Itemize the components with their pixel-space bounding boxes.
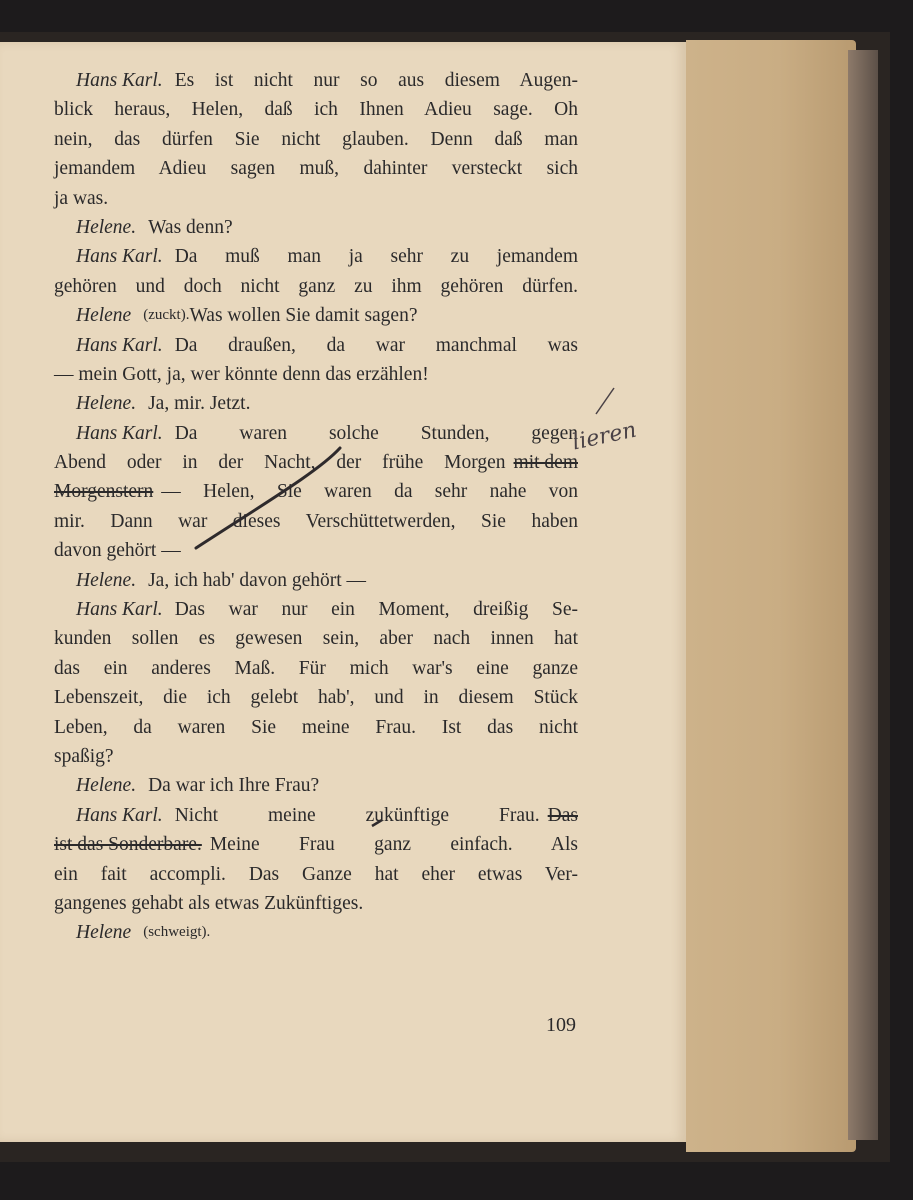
struck-text: Das	[547, 804, 578, 826]
text-line	[54, 683, 578, 712]
stage-direction: (schweigt).	[143, 924, 211, 941]
speaker-name: Hans Karl.	[76, 422, 163, 444]
text-line	[54, 419, 578, 448]
struck-text: Morgenstern	[54, 481, 154, 503]
text-line	[54, 477, 578, 506]
line-text: blick heraus, Helen, daß ich Ihnen Adieu sage. Oh	[54, 99, 578, 121]
text-line	[54, 389, 578, 418]
text-line	[54, 360, 578, 389]
text-line	[54, 771, 578, 800]
text-line	[54, 801, 578, 830]
line-text: Das war nur ein Moment, dreißig Se-	[174, 599, 578, 621]
text-line	[54, 566, 578, 595]
line-text: nein, das dürfen Sie nicht glauben. Denn daß man	[54, 128, 578, 150]
line-text: jemandem Adieu sagen muß, dahinter versteckt sich	[54, 158, 578, 180]
text-line	[54, 654, 578, 683]
text-line	[54, 184, 578, 213]
line-text: — Helen, Sie waren da sehr nahe von	[161, 481, 578, 503]
line-text: Lebenszeit, die ich gelebt hab', und in diesem Stück	[54, 687, 578, 709]
text-line	[54, 918, 578, 947]
text-line	[54, 125, 578, 154]
text-line	[54, 507, 578, 536]
speaker-name: Hans Karl.	[76, 246, 163, 268]
text-line	[54, 536, 578, 565]
text-line	[54, 95, 578, 124]
line-text: kunden sollen es gewesen sein, aber nach innen hat	[54, 628, 578, 650]
text-line	[54, 860, 578, 889]
speaker-name: Hans Karl.	[76, 334, 163, 356]
line-text: Was denn?	[148, 216, 233, 238]
text-line	[54, 154, 578, 183]
line-text: Nicht meine zukünftige Frau.	[174, 804, 540, 826]
struck-text: ist das Sonderbare.	[54, 834, 202, 856]
text-line	[54, 301, 578, 330]
text-line	[54, 713, 578, 742]
speaker-name: Helene.	[76, 775, 137, 797]
line-text: ja was.	[54, 187, 109, 209]
speaker-name: Hans Karl.	[76, 804, 163, 826]
speaker-name: Helene	[76, 922, 132, 944]
line-text: das ein anderes Maß. Für mich war's eine ganze	[54, 657, 578, 679]
line-text: Da waren solche Stunden, gegen	[174, 422, 578, 444]
line-text: Es ist nicht nur so aus diesem Augen-	[174, 70, 578, 91]
line-text: Leben, da waren Sie meine Frau. Ist das nicht	[54, 716, 578, 738]
line-text: Da draußen, da war manchmal was	[174, 334, 578, 356]
text-line	[54, 742, 578, 771]
text-line	[54, 595, 578, 624]
line-text: Was wollen Sie damit sagen?	[189, 305, 418, 327]
text-line	[54, 830, 578, 859]
text-line	[54, 448, 578, 477]
speaker-name: Hans Karl.	[76, 70, 163, 91]
line-text: Da muß man ja sehr zu jemandem	[174, 246, 578, 268]
text-line	[54, 272, 578, 301]
stage-direction: (zuckt).	[143, 307, 190, 324]
line-text: Meine Frau ganz einfach. Als	[209, 834, 578, 856]
text-line	[54, 889, 578, 918]
page-text	[54, 66, 578, 948]
text-line	[54, 624, 578, 653]
line-text: mir. Dann war dieses Verschüttetwerden, Sie haben	[54, 510, 578, 532]
text-line	[54, 213, 578, 242]
line-text: gangenes gehabt als etwas Zukünftiges.	[54, 892, 364, 914]
struck-text: mit dem	[513, 452, 578, 474]
page-number: 109	[546, 1014, 576, 1036]
speaker-name: Helene	[76, 305, 132, 327]
speaker-name: Helene.	[76, 569, 137, 591]
line-text: Ja, ich hab' davon gehört —	[148, 569, 367, 591]
line-text: Ja, mir. Jetzt.	[148, 393, 251, 415]
line-text: — mein Gott, ja, wer könnte denn das erzählen!	[54, 363, 429, 385]
line-text: Abend oder in der Nacht, der frühe Morgen	[54, 452, 506, 474]
text-line	[54, 66, 578, 95]
line-text: ein fait accompli. Das Ganze hat eher etwas Ver-	[54, 863, 578, 885]
speaker-name: Helene.	[76, 393, 137, 415]
page-edges	[686, 40, 856, 1152]
line-text: spaßig?	[54, 745, 114, 767]
speaker-name: Hans Karl.	[76, 599, 163, 621]
line-text: Da war ich Ihre Frau?	[148, 775, 320, 797]
text-line	[54, 331, 578, 360]
speaker-name: Helene.	[76, 216, 137, 238]
text-line	[54, 242, 578, 271]
line-text: gehören und doch nicht ganz zu ihm gehören dürfen.	[54, 275, 578, 297]
handwritten-margin-note: lieren	[570, 417, 639, 456]
line-text: davon gehört —	[54, 540, 181, 562]
